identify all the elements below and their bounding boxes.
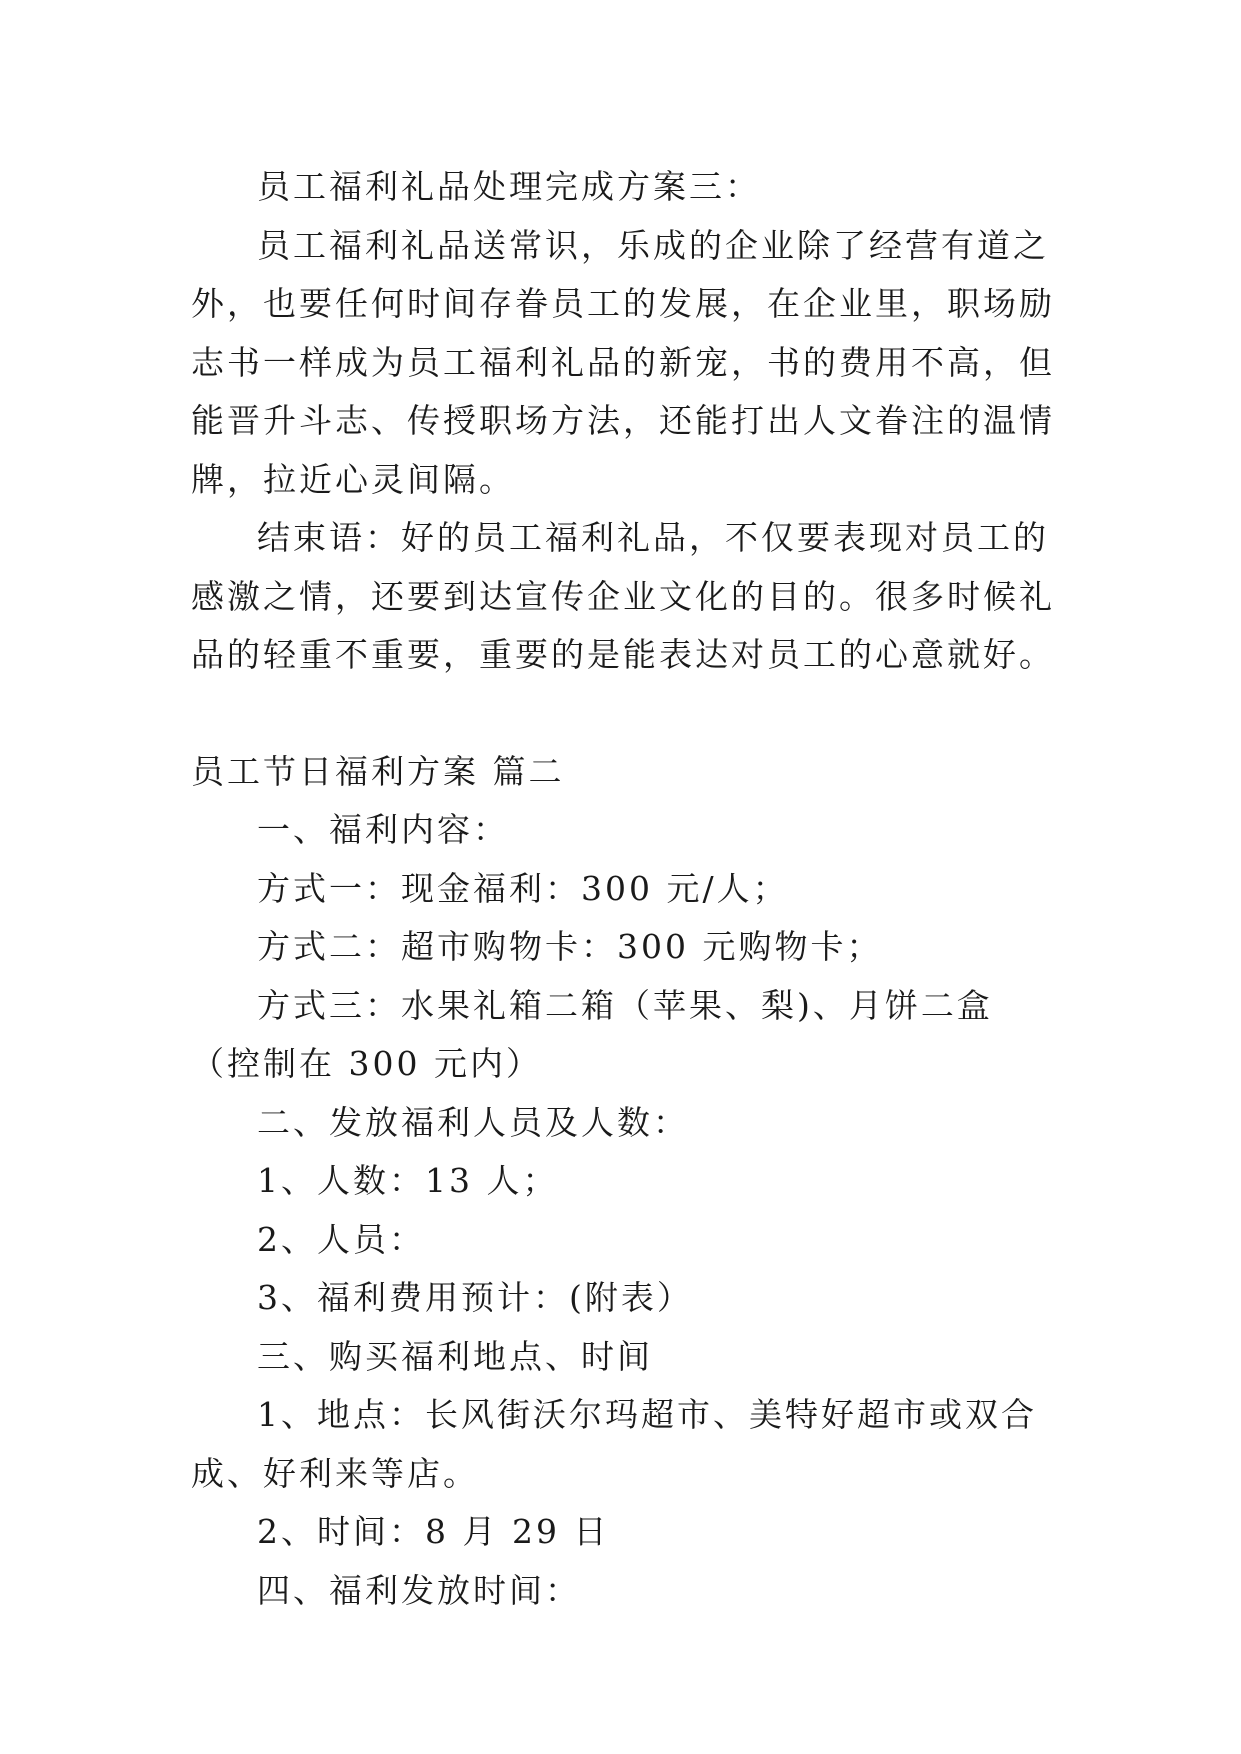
- list-item: 二、发放福利人员及人数：: [257, 1102, 689, 1142]
- list-item: 一、福利内容：: [257, 810, 509, 849]
- paragraph-conclusion: 结束语：好的员工福利礼品，不仅要表现对员工的感激之情，还要到达宣传企业文化的目的。很多时候礼品的轻重不重要，重要的是能表达对员工的心意就好。: [191, 518, 1055, 674]
- paragraph-gift-knowledge: 员工福利礼品送常识，乐成的企业除了经营有道之外，也要任何时间存眷员工的发展，在企业里，职场励志书一样成为员工福利礼品的新宠，书的费用不高，但能晋升斗志、传授职场方法，还能打出人文眷注的温情牌，拉近心灵间隔。: [191, 225, 1055, 499]
- list-item: 3、福利费用预计：(附表）: [257, 1278, 693, 1317]
- list-item: 1、人数：13 人；: [257, 1161, 559, 1200]
- section-spacer: [191, 685, 1061, 743]
- list-item: 2、时间：8 月 29 日: [257, 1512, 610, 1551]
- list-item: 四、福利发放时间：: [257, 1570, 581, 1610]
- section-title: 员工福利礼品处理完成方案三：: [257, 167, 761, 206]
- list-item: 方式一：现金福利：300 元/人；: [257, 868, 789, 908]
- list-item: 方式二：超市购物卡：300 元购物卡；: [257, 927, 883, 966]
- document-body: [191, 158, 1061, 1620]
- list-item: 1、地点：长风街沃尔玛超市、美特好超市或双合成、好利来等店。: [191, 1395, 1037, 1493]
- list-item: 方式三：水果礼箱二箱（苹果、梨)、月饼二盒（控制在 300 元内）: [191, 985, 993, 1083]
- list-item: 三、购买福利地点、时间: [257, 1336, 653, 1376]
- section-heading: 员工节日福利方案 篇二: [191, 751, 565, 791]
- list-item: 2、人员：: [257, 1219, 425, 1259]
